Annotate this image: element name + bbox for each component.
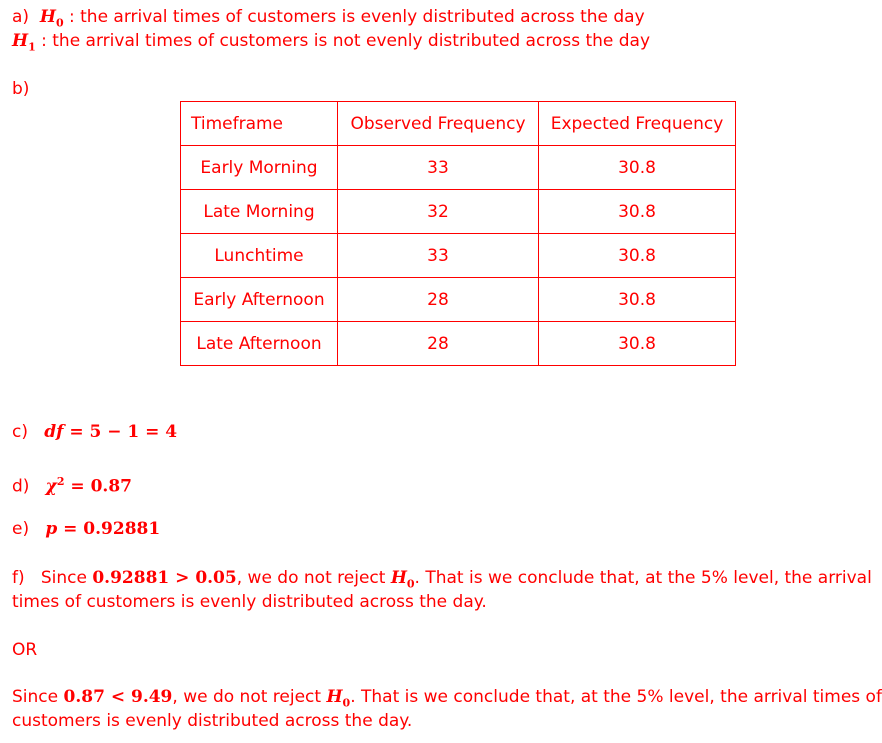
- h1-symbol: H: [12, 31, 29, 51]
- h1-text: : the arrival times of customers is not evenly distributed across the day: [35, 31, 651, 51]
- part-f-text2: , we do not reject: [236, 568, 391, 588]
- alt-h0-symbol: H: [326, 687, 343, 707]
- part-c-degrees-of-freedom: [12, 421, 177, 443]
- p-variable: p: [45, 519, 58, 539]
- table-row: [181, 190, 736, 234]
- part-e-label: e): [12, 519, 30, 539]
- table-row: [181, 146, 736, 190]
- alt-text3: . That is we conclude that, at the 5% level, the arrival times of: [350, 687, 882, 707]
- part-c-label: c): [12, 422, 28, 442]
- timeframe-cell: Early Morning: [181, 146, 338, 190]
- alt-h0-subscript: 0: [342, 696, 351, 710]
- hypothesis-alternative: [12, 30, 650, 58]
- alt-conclusion-line2: customers is evenly distributed across the day.: [12, 711, 413, 731]
- header-expected: Expected Frequency: [539, 102, 736, 146]
- expected-cell: 30.8: [539, 234, 736, 278]
- h1-subscript: 1: [28, 40, 36, 54]
- df-expression: = 5 − 1 = 4: [63, 422, 178, 442]
- frequency-table: [180, 101, 736, 366]
- expected-cell: 30.8: [539, 146, 736, 190]
- part-f-h0-symbol: H: [390, 568, 407, 588]
- df-variable: df: [44, 422, 64, 442]
- table-row: [181, 322, 736, 366]
- header-observed: Observed Frequency: [338, 102, 539, 146]
- expected-cell: 30.8: [539, 190, 736, 234]
- expected-cell: 30.8: [539, 278, 736, 322]
- part-f-comparison: 0.92881 > 0.05: [92, 568, 237, 588]
- alt-comparison: 0.87 < 9.49: [63, 687, 173, 707]
- table-row: [181, 278, 736, 322]
- timeframe-cell: Lunchtime: [181, 234, 338, 278]
- part-b-label: b): [12, 79, 30, 99]
- or-label: OR: [12, 640, 38, 660]
- part-a-label: a): [12, 7, 30, 27]
- part-f-h0-subscript: 0: [406, 577, 415, 591]
- p-expression: = 0.92881: [57, 519, 161, 539]
- observed-cell: 28: [338, 322, 539, 366]
- part-e-p-value: [12, 518, 160, 540]
- alt-text2: , we do not reject: [172, 687, 327, 707]
- timeframe-cell: Early Afternoon: [181, 278, 338, 322]
- timeframe-cell: Late Morning: [181, 190, 338, 234]
- alt-text1: Since: [12, 687, 64, 707]
- h0-subscript: 0: [55, 16, 64, 30]
- part-f-conclusion-line2: times of customers is evenly distributed across the day.: [12, 592, 487, 612]
- table-header-row: [181, 102, 736, 146]
- expected-cell: 30.8: [539, 322, 736, 366]
- part-d-chi-squared: [12, 471, 132, 498]
- chi-variable: χ: [45, 476, 57, 497]
- part-d-label: d): [12, 476, 30, 497]
- part-f-text3: . That is we conclude that, at the 5% level, the arrival: [414, 568, 872, 588]
- part-f-label: f): [12, 568, 25, 588]
- chi-superscript: 2: [56, 475, 65, 488]
- observed-cell: 32: [338, 190, 539, 234]
- h0-text: : the arrival times of customers is evenly distributed across the day: [63, 7, 645, 27]
- h0-symbol: H: [39, 7, 56, 27]
- timeframe-cell: Late Afternoon: [181, 322, 338, 366]
- table-row: [181, 234, 736, 278]
- observed-cell: 33: [338, 146, 539, 190]
- header-timeframe: Timeframe: [181, 102, 338, 146]
- observed-cell: 33: [338, 234, 539, 278]
- chi-expression: = 0.87: [64, 476, 132, 497]
- observed-cell: 28: [338, 278, 539, 322]
- part-f-text1: Since: [40, 568, 93, 588]
